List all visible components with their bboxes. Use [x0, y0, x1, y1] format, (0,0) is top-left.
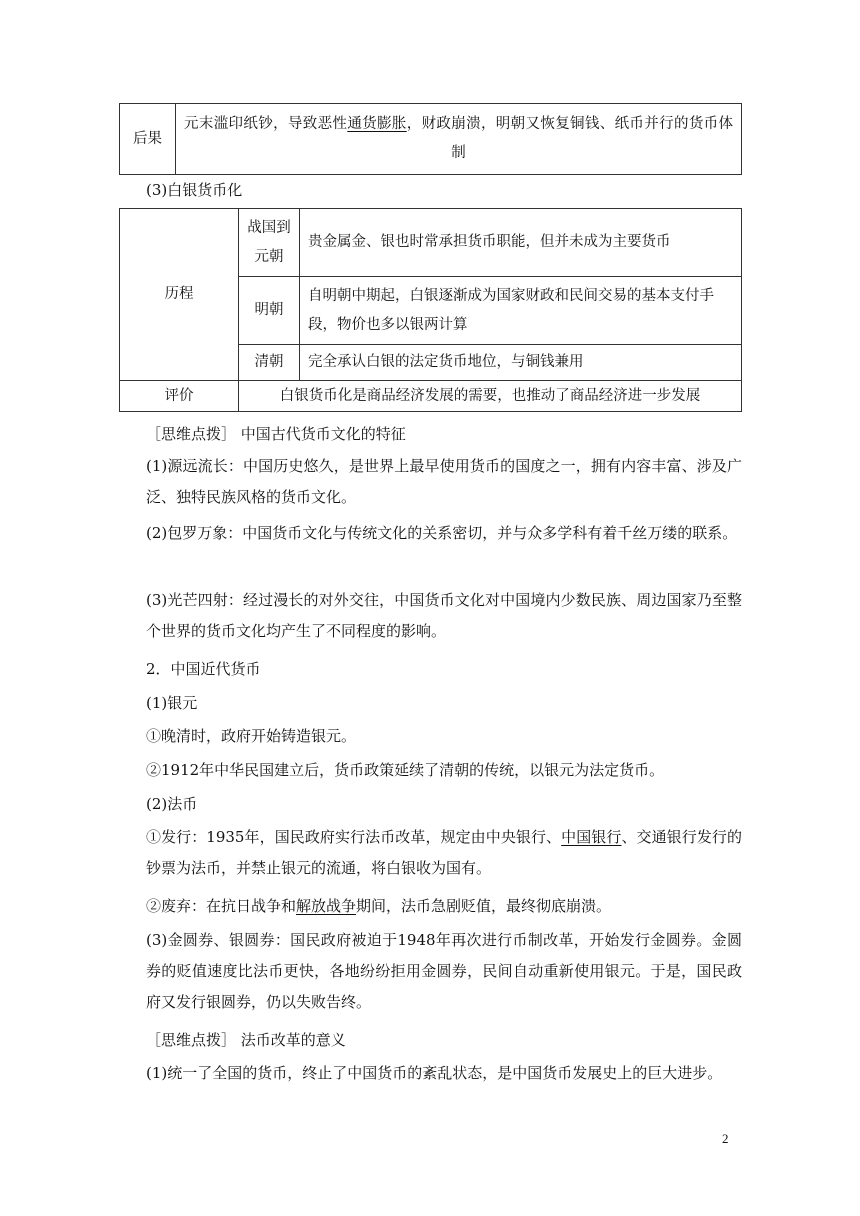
table-row: [120, 104, 742, 175]
tip-heading-culture: ［思维点拨］ 中国古代货币文化的特征: [146, 425, 406, 443]
process-label: 历程: [120, 209, 239, 381]
paragraph: ①晚清时，政府开始铸造银元。: [146, 727, 357, 745]
period-cell: 明朝: [239, 277, 300, 345]
eval-label: 评价: [120, 381, 239, 412]
consequence-text: 元末滥印纸钞，导致恶性通货膨胀，财政崩溃，明朝又恢复铜钱、纸币并行的货币体制: [176, 104, 742, 175]
tip-heading-reform: ［思维点拨］ 法币改革的意义: [146, 1031, 346, 1049]
eval-text: 白银货币化是商品经济发展的需要，也推动了商品经济进一步发展: [239, 381, 742, 412]
subheading-silver-dollar: (1)银元: [146, 694, 198, 712]
section-heading-silver: (3)白银货币化: [146, 181, 243, 199]
paragraph: (2)包罗万象：中国货币文化与传统文化的关系密切，并与众多学科有着千丝万缕的联系。: [146, 524, 738, 542]
desc-cell: 贵金属金、银也时常承担货币职能，但并未成为主要货币: [300, 209, 742, 277]
consequence-table: [119, 103, 742, 175]
paragraph: (3)光芒四射：经过漫长的对外交往，中国货币文化对中国境内少数民族、周边国家乃至整个世界的货币文化均产生了不同程度的影响。: [146, 591, 742, 640]
paragraph: (3)金圆券、银圆券：国民政府被迫于1948年再次进行币制改革，开始发行金圆券。金圆券的贬值速度比法币更快，各地纷纷拒用金圆券，民间自动重新使用银元。于是，国民政府又发行银圆券，仍以失败告终。: [146, 931, 742, 1011]
bank-of-china-link[interactable]: 中国银行: [561, 828, 622, 846]
period-cell: 战国到元朝: [239, 209, 300, 277]
silver-monetization-table: [119, 208, 742, 412]
desc-cell: 自明朝中期起，白银逐渐成为国家财政和民间交易的基本支付手段，物价也多以银两计算: [300, 277, 742, 345]
liberation-war-link[interactable]: 解放战争: [296, 897, 357, 915]
paragraph: (1)统一了全国的货币，终止了中国货币的紊乱状态，是中国货币发展史上的巨大进步。: [146, 1064, 723, 1082]
paragraph: ②1912年中华民国建立后，货币政策延续了清朝的传统，以银元为法定货币。: [146, 761, 665, 779]
paragraph: (1)源远流长：中国历史悠久，是世界上最早使用货币的国度之一，拥有内容丰富、涉及广泛、独特民族风格的货币文化。: [146, 457, 742, 506]
paragraph: ①发行：1935年，国民政府实行法币改革，规定由中央银行、中国银行、交通银行发行的钞票为法币，并禁止银元的流通，将白银收为国有。: [146, 828, 742, 877]
table-row: [120, 209, 742, 277]
consequence-label: 后果: [120, 104, 176, 175]
table-row: [120, 381, 742, 412]
paragraph: ②废弃：在抗日战争和解放战争期间，法币急剧贬值，最终彻底崩溃。: [146, 897, 612, 915]
page-number: 2: [722, 1131, 729, 1146]
subheading-fabi: (2)法币: [146, 795, 198, 813]
inflation-link[interactable]: 通货膨胀: [347, 116, 407, 132]
section-heading-modern: 2．中国近代货币: [146, 660, 261, 678]
period-cell: 清朝: [239, 345, 300, 381]
desc-cell: 完全承认白银的法定货币地位，与铜钱兼用: [300, 345, 742, 381]
